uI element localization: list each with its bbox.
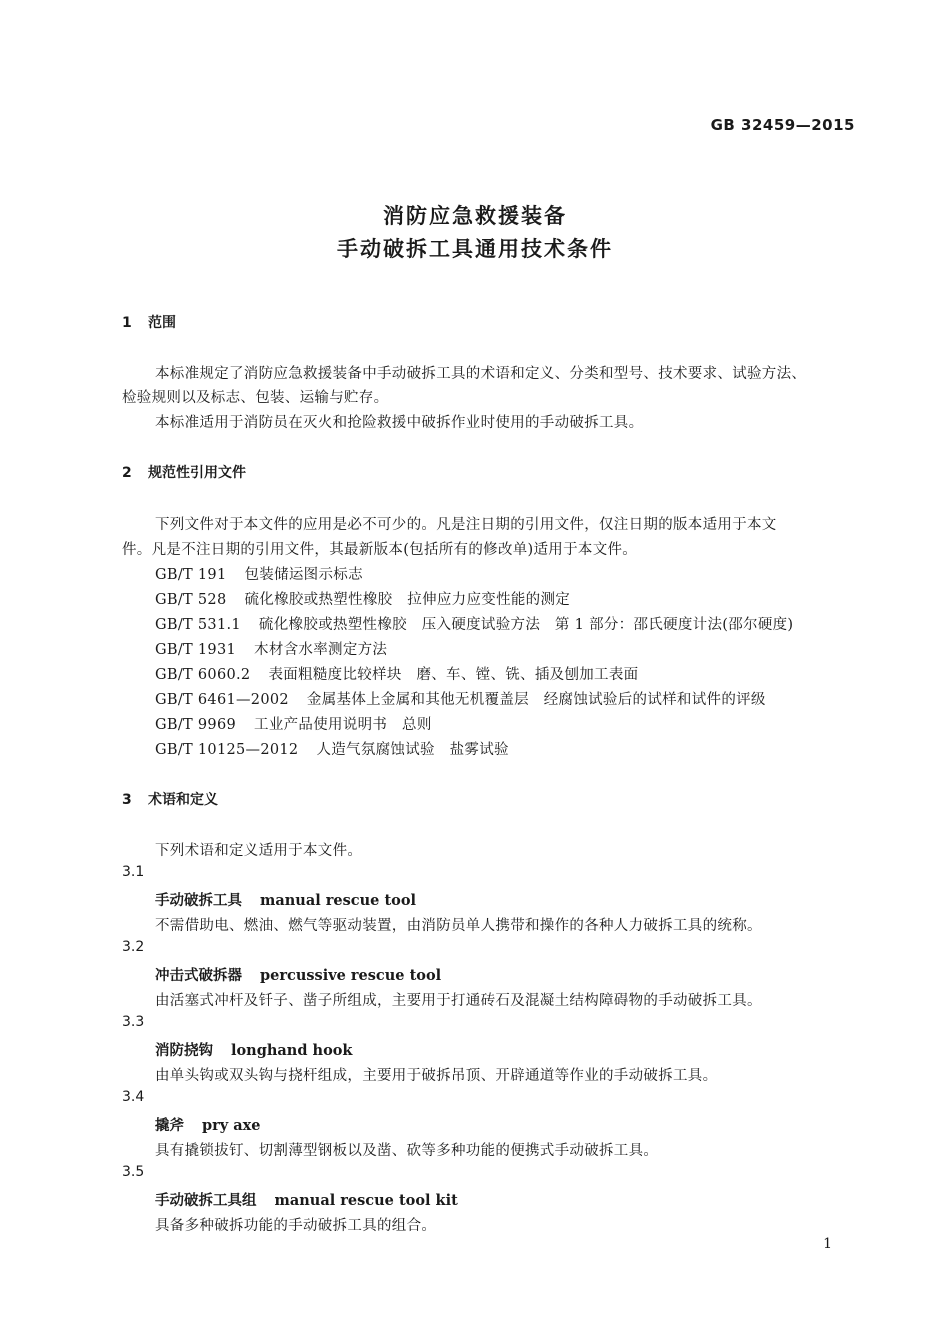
reference-code: GB/T 531.1: [155, 617, 241, 633]
term-entry: [155, 1189, 458, 1210]
reference-code: GB/T 191: [155, 567, 227, 583]
section-number: 2: [122, 465, 132, 481]
term-definition: 具备多种破拆功能的手动破拆工具的组合。: [155, 1218, 437, 1234]
reference-item: [155, 638, 387, 659]
clause-number: 3.1: [122, 864, 145, 880]
reference-title: 表面粗糙度比较样块 磨、车、镗、铣、插及刨加工表面: [268, 667, 639, 683]
term-entry: [155, 1039, 352, 1060]
section-2-heading: [122, 462, 246, 482]
term-entry: [155, 964, 441, 985]
term-definition: 具有撬锁拔钉、切割薄型钢板以及凿、砍等多种功能的便携式手动破拆工具。: [155, 1143, 659, 1159]
clause-number: 3.3: [122, 1014, 145, 1030]
reference-title: 人造气氛腐蚀试验 盐雾试验: [316, 742, 509, 758]
term-definition: 不需借助电、燃油、燃气等驱动装置，由消防员单人携带和操作的各种人力破拆工具的统称。: [155, 918, 762, 934]
reference-item: [155, 738, 509, 759]
paragraph-line: 下列文件对于本文件的应用是必不可少的。凡是注日期的引用文件，仅注日期的版本适用于本文: [155, 517, 777, 533]
reference-item: [155, 713, 432, 734]
term-definition: 由单头钩或双头钩与挠杆组成，主要用于破拆吊顶、开辟通道等作业的手动破拆工具。: [155, 1068, 718, 1084]
reference-item: [155, 663, 638, 684]
section-title: 规范性引用文件: [148, 465, 246, 481]
term-zh: 撬斧: [155, 1118, 184, 1134]
term-zh: 消防挠钩: [155, 1043, 213, 1059]
term-en: pry axe: [202, 1117, 261, 1134]
clause-number: 3.2: [122, 939, 145, 955]
section-1-heading: [122, 312, 176, 332]
reference-title: 包装储运图示标志: [244, 567, 363, 583]
document-title-line1: 消防应急救援装备: [383, 204, 567, 228]
reference-title: 木材含水率测定方法: [254, 642, 388, 658]
reference-code: GB/T 6060.2: [155, 667, 251, 683]
term-en: manual rescue tool: [260, 892, 416, 909]
paragraph-line: 本标准适用于消防员在灭火和抢险救援中破拆作业时使用的手动破拆工具。: [155, 415, 644, 431]
clause-number: 3.5: [122, 1164, 145, 1180]
section-3-heading: [122, 789, 218, 809]
reference-item: [155, 688, 766, 709]
term-en: percussive rescue tool: [260, 967, 442, 984]
page-number: 1: [823, 1236, 832, 1252]
term-zh: 手动破拆工具组: [155, 1193, 257, 1209]
standard-code: GB 32459—2015: [710, 116, 855, 134]
reference-code: GB/T 9969: [155, 717, 237, 733]
reference-title: 硫化橡胶或热塑性橡胶 压入硬度试验方法 第 1 部分：邵氏硬度计法(邵尔硬度): [258, 617, 794, 633]
reference-item: [155, 588, 570, 609]
paragraph-line: 下列术语和定义适用于本文件。: [155, 843, 363, 859]
reference-code: GB/T 528: [155, 592, 227, 608]
reference-title: 工业产品使用说明书 总则: [254, 717, 432, 733]
paragraph-line: 件。凡是不注日期的引用文件，其最新版本(包括所有的修改单)适用于本文件。: [122, 542, 638, 558]
reference-title: 硫化橡胶或热塑性橡胶 拉伸应力应变性能的测定: [244, 592, 571, 608]
term-definition: 由活塞式冲杆及钎子、凿子所组成，主要用于打通砖石及混凝土结构障碍物的手动破拆工具。: [155, 993, 762, 1009]
document-title-line2: 手动破拆工具通用技术条件: [337, 237, 613, 261]
reference-title: 金属基体上金属和其他无机覆盖层 经腐蚀试验后的试样和试件的评级: [306, 692, 766, 708]
term-en: longhand hook: [231, 1042, 353, 1059]
term-en: manual rescue tool kit: [274, 1192, 458, 1209]
reference-item: [155, 563, 363, 584]
section-title: 范围: [148, 315, 176, 331]
clause-number: 3.4: [122, 1089, 145, 1105]
reference-item: [155, 613, 793, 634]
reference-code: GB/T 6461—2002: [155, 692, 289, 708]
paragraph-line: 本标准规定了消防应急救援装备中手动破拆工具的术语和定义、分类和型号、技术要求、试验方法、: [155, 366, 807, 382]
term-zh: 冲击式破拆器: [155, 968, 242, 984]
section-number: 1: [122, 315, 132, 331]
reference-code: GB/T 10125—2012: [155, 742, 299, 758]
term-entry: [155, 1114, 261, 1135]
reference-code: GB/T 1931: [155, 642, 237, 658]
section-number: 3: [122, 792, 132, 808]
paragraph-line: 检验规则以及标志、包装、运输与贮存。: [122, 390, 389, 406]
term-zh: 手动破拆工具: [155, 893, 242, 909]
term-entry: [155, 889, 416, 910]
section-title: 术语和定义: [148, 792, 218, 808]
